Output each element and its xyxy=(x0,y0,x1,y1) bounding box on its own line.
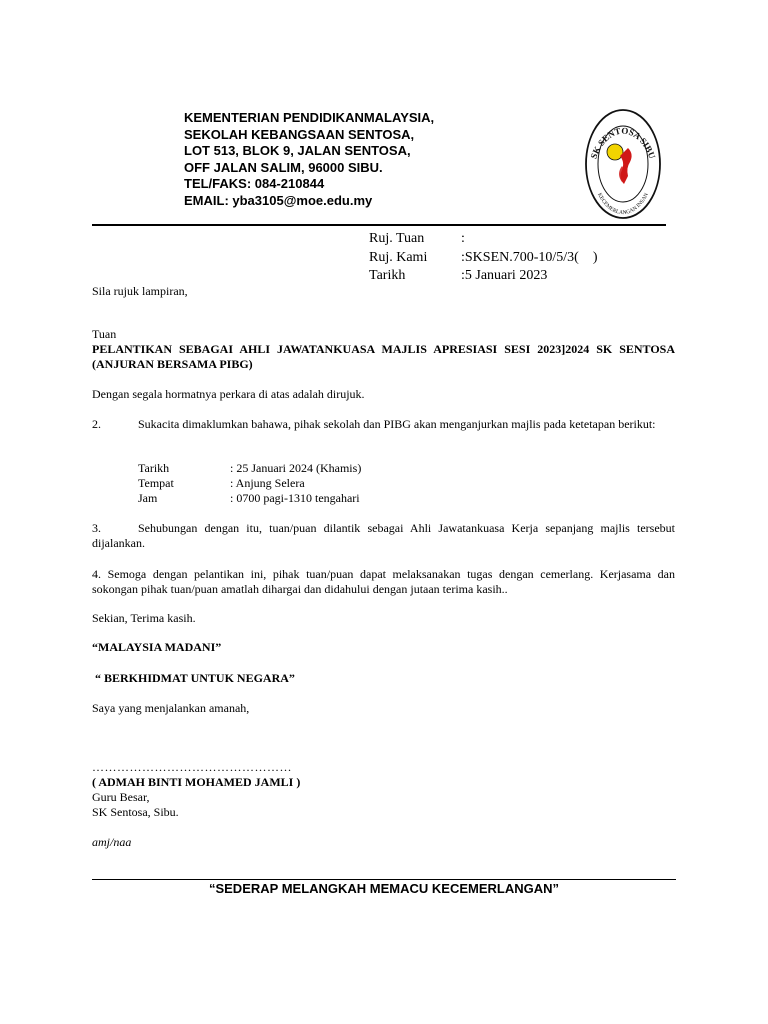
footer-divider xyxy=(92,879,676,880)
footer-motto: “SEDERAP MELANGKAH MEMACU KECEMERLANGAN” xyxy=(208,881,560,896)
paragraph-1: Dengan segala hormatnya perkara di atas adalah dirujuk. xyxy=(92,387,365,401)
reference-initials: amj/naa xyxy=(92,835,132,849)
signature-line: ………………………………………… xyxy=(92,760,292,774)
paragraph-3-text: Sehubungan dengan itu, tuan/puan dilantik sebagai Ahli Jawatankuasa Kerja sepanjang majlis tersebut dijalankan. xyxy=(92,521,675,550)
paragraph-number: 3. xyxy=(92,521,101,535)
ref-value: :SKSEN.700-10/5/3( ) xyxy=(461,249,598,265)
event-label: Tarikh xyxy=(138,461,170,475)
signatory-name: ( ADMAH BINTI MOHAMED JAMLI ) xyxy=(92,775,301,789)
signatory-school: SK Sentosa, Sibu. xyxy=(92,805,179,819)
paragraph-2 xyxy=(92,417,675,432)
intro-text: Sila rujuk lampiran, xyxy=(92,284,188,298)
event-value: : 25 Januari 2024 (Khamis) xyxy=(230,461,362,475)
event-row-date xyxy=(138,461,361,476)
ministry-line: KEMENTERIAN PENDIDIKANMALAYSIA, xyxy=(184,110,435,125)
salutation: Tuan xyxy=(92,327,117,341)
ref-label: Ruj. Kami xyxy=(369,249,428,265)
event-details xyxy=(138,461,361,506)
event-value: : Anjung Selera xyxy=(230,476,305,490)
paragraph-4: 4. Semoga dengan pelantikan ini, pihak tuan/puan dapat melaksanakan tugas dengan cemerlang. Kerjasama dan sokongan pihak tuan/puan amatlah dihargai dan didahului dengan jutaan terima kasih.. xyxy=(92,567,675,596)
paragraph-3 xyxy=(92,521,675,551)
reference-block xyxy=(369,230,598,286)
logo-bottom-text: KECEMERLANGAN INSAN xyxy=(596,192,650,217)
slogan-malaysia-madani: “MALAYSIA MADANI” xyxy=(92,640,222,654)
event-label: Tempat xyxy=(138,476,174,490)
event-row-time xyxy=(138,491,361,506)
address-line-1: LOT 513, BLOK 9, JALAN SENTOSA, xyxy=(184,143,411,158)
paragraph-number: 2. xyxy=(92,417,101,431)
ref-label: Ruj. Tuan xyxy=(369,231,425,246)
ref-row-ruj-kami xyxy=(369,249,598,268)
ref-label: Tarikh xyxy=(369,268,406,283)
paragraph-2-text: Sukacita dimaklumkan bahawa, pihak sekolah dan PIBG akan menganjurkan majlis pada ketetapan berikut: xyxy=(138,417,656,431)
event-label: Jam xyxy=(138,491,158,505)
logo-top-text: SK SENTOSA SIBU xyxy=(588,125,658,161)
event-row-place xyxy=(138,476,361,491)
tel-fax-line: TEL/FAKS: 084-210844 xyxy=(184,176,325,191)
school-name-line: SEKOLAH KEBANGSAAN SENTOSA, xyxy=(184,126,415,142)
letterhead-address xyxy=(184,110,434,209)
logo-yellow-ball xyxy=(607,144,623,160)
slogan-berkhidmat: “ BERKHIDMAT UNTUK NEGARA” xyxy=(92,671,295,685)
trust-line: Saya yang menjalankan amanah, xyxy=(92,701,250,715)
event-value: : 0700 pagi-1310 tengahari xyxy=(230,491,360,505)
school-logo xyxy=(584,108,662,220)
email-line: EMAIL: yba3105@moe.edu.my xyxy=(184,192,373,208)
letterhead-divider xyxy=(92,224,666,226)
subject-line: PELANTIKAN SEBAGAI AHLI JAWATANKUASA MAJLIS APRESIASI SESI 2023]2024 SK SENTOSA (ANJURAN BERSAMA PIBG) xyxy=(92,342,675,371)
ref-value: : xyxy=(461,231,465,246)
address-line-2: OFF JALAN SALIM, 96000 SIBU. xyxy=(184,159,383,175)
ref-row-ruj-tuan xyxy=(369,230,598,249)
signatory-title: Guru Besar, xyxy=(92,790,150,804)
closing-text: Sekian, Terima kasih. xyxy=(92,611,196,625)
ref-row-tarikh xyxy=(369,267,598,286)
ref-value: :5 Januari 2023 xyxy=(461,268,548,283)
